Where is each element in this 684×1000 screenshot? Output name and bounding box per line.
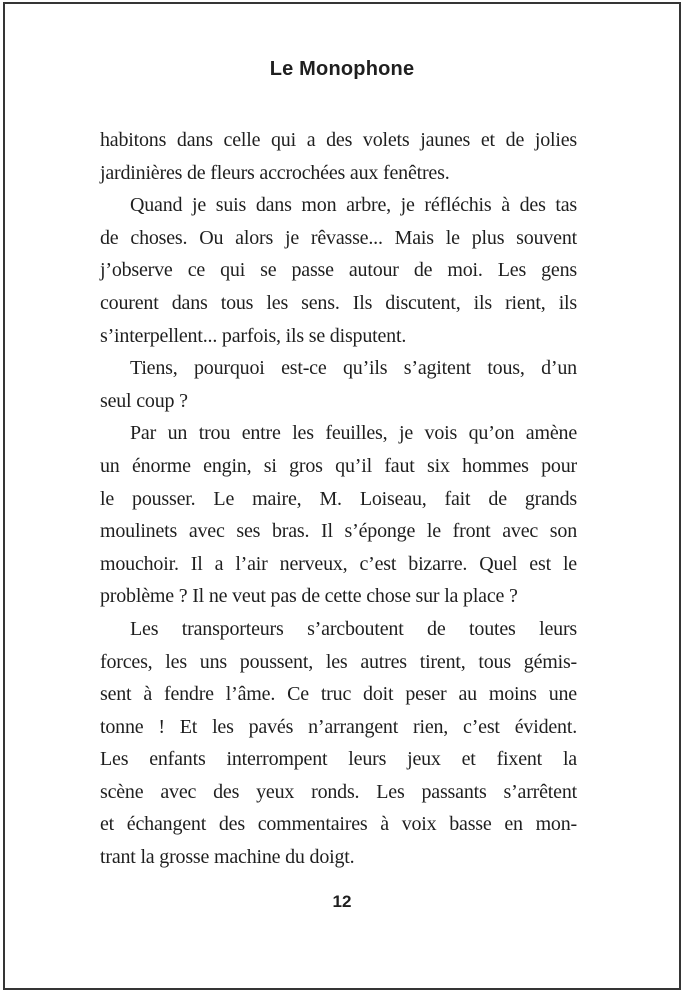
text-line: Par un trou entre les feuilles, je vois qu’on amène <box>130 422 577 445</box>
text-line: mouchoir. Il a l’air nerveux, c’est bizarre. Quel est le <box>100 552 577 575</box>
text-line: forces, les uns poussent, les autres tirent, tous gémis- <box>100 650 577 673</box>
text-line: Les transporteurs s’arcboutent de toutes leurs <box>130 617 577 640</box>
text-line: Tiens, pourquoi est-ce qu’ils s’agitent tous, d’un <box>130 357 577 380</box>
text-line: jardinières de fleurs accrochées aux fenêtres. <box>100 161 450 184</box>
text-line: problème ? Il ne veut pas de cette chose sur la place ? <box>100 585 518 608</box>
text-line: sent à fendre l’âme. Ce truc doit peser au moins une <box>100 683 577 706</box>
text-line: scène avec des yeux ronds. Les passants s’arrêtent <box>100 780 577 803</box>
text-line: s’interpellent... parfois, ils se disputent. <box>100 324 407 347</box>
text-line: tonne ! Et les pavés n’arrangent rien, c’est évident. <box>100 715 577 738</box>
text-line: le pousser. Le maire, M. Loiseau, fait de grands <box>100 487 577 510</box>
text-line: de choses. Ou alors je rêvasse... Mais le plus souvent <box>100 226 577 249</box>
text-line: Quand je suis dans mon arbre, je réfléchis à des tas <box>130 194 577 217</box>
page-number: 12 <box>332 892 352 911</box>
text-line: j’observe ce qui se passe autour de moi. Les gens <box>100 259 577 282</box>
body-text <box>100 124 577 874</box>
text-line: un énorme engin, si gros qu’il faut six hommes pour <box>100 454 577 477</box>
text-line: trant la grosse machine du doigt. <box>100 846 355 869</box>
text-line: et échangent des commentaires à voix basse en mon- <box>100 813 577 836</box>
running-header-title: Le Monophone <box>269 58 415 80</box>
text-line: seul coup ? <box>100 389 188 412</box>
text-line: habitons dans celle qui a des volets jaunes et de jolies <box>100 129 577 151</box>
text-line: moulinets avec ses bras. Il s’éponge le front avec son <box>100 520 577 543</box>
text-line: courent dans tous les sens. Ils discutent, ils rient, ils <box>100 291 577 314</box>
text-line: Les enfants interrompent leurs jeux et fixent la <box>100 748 577 771</box>
